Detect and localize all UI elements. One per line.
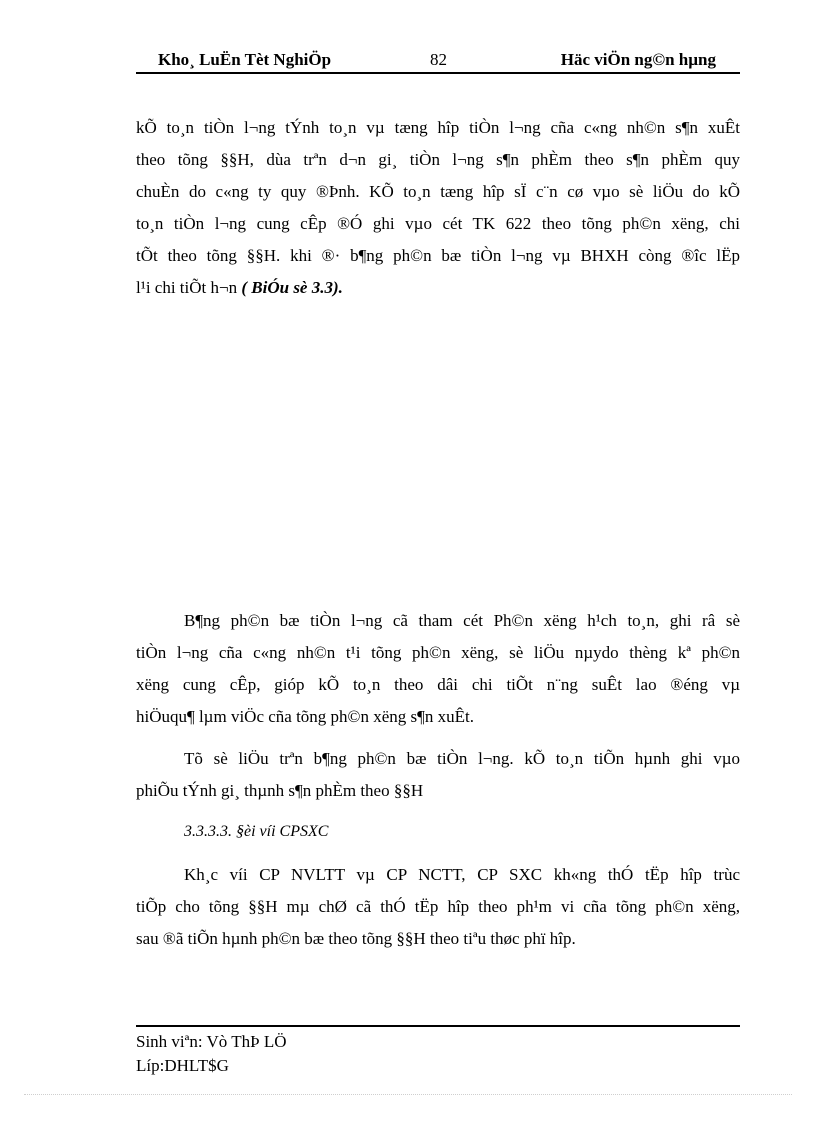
page-header xyxy=(136,48,740,74)
header-institution: Häc viÖn ng©n hµng xyxy=(560,50,716,69)
text-line: tiÕp cho tõng §§H mµ chØ cã thÓ tËp hîp theo ph¹m vi cña tõng ph©n xëng, xyxy=(136,897,740,916)
paragraph-3 xyxy=(136,743,740,807)
page-bottom-divider xyxy=(24,1094,792,1095)
text-line: hiÖuqu¶ lµm viÖc cña tõng ph©n xëng s¶n xuÊt. xyxy=(136,707,474,726)
text-line: tiÒn l¬ng cña c«ng nh©n t¹i tõng ph©n xëng, sè liÖu nµydo thèng kª ph©n xyxy=(136,643,740,662)
text-line xyxy=(136,272,740,304)
text-line: phiÕu tÝnh gi¸ thµnh s¶n phÈm theo §§H xyxy=(136,781,424,800)
figure-reference: ( BiÓu sè 3.3). xyxy=(241,278,343,297)
text-line: chuÈn do c«ng ty quy ®Þnh. KÕ to¸n tæng hîp sÏ c¨n cø vµo sè liÖu do kÕ xyxy=(136,182,740,201)
text-line: B¶ng ph©n bæ tiÒn l¬ng cã tham cét Ph©n xëng h¹ch to¸n, ghi râ sè xyxy=(184,611,740,630)
paragraph-4 xyxy=(136,859,740,955)
text-line: to¸n tiÒn l¬ng cung cÊp ®Ó ghi vµo cét TK 622 theo tõng ph©n xëng, chi xyxy=(136,214,740,233)
section-subheading: 3.3.3.3. §èi víi CPSXC xyxy=(184,823,329,840)
paragraph-2 xyxy=(136,605,740,733)
footer-student: Sinh viªn: Vò ThÞ LÖ xyxy=(136,1032,287,1051)
paragraph-1 xyxy=(136,112,740,304)
text-line: kÕ to¸n tiÒn l¬ng tÝnh to¸n vµ tæng hîp tiÒn l¬ng cña c«ng nh©n s¶n xuÊt xyxy=(136,118,740,137)
text-line: Kh¸c víi CP NVLTT vµ CP NCTT, CP SXC kh«ng thÓ tËp hîp trùc xyxy=(184,865,740,884)
text-line-start: l¹i chi tiÕt h¬n xyxy=(136,278,242,297)
header-title: Kho¸ LuËn Tèt NghiÖp xyxy=(158,50,332,69)
footer-class: Líp:DHLT$G xyxy=(136,1056,229,1075)
text-line: theo tõng §§H, dùa trªn d¬n gi¸ tiÒn l¬ng s¶n phÈm theo s¶n phÈm quy xyxy=(136,150,740,169)
page-number: 82 xyxy=(430,50,447,69)
footer-divider xyxy=(136,1025,740,1027)
text-line: tÕt theo tõng §§H. khi ®· b¶ng ph©n bæ tiÒn l¬ng vµ BHXH còng ®îc lËp xyxy=(136,246,740,265)
text-line: Tõ sè liÖu trªn b¶ng ph©n bæ tiÒn l¬ng. kÕ to¸n tiÕn hµnh ghi vµo xyxy=(184,749,740,768)
text-line: xëng cung cÊp, gióp kÕ to¸n theo dâi chi tiÕt n¨ng suÊt lao ®éng vµ xyxy=(136,675,740,694)
text-line: sau ®ã tiÕn hµnh ph©n bæ theo tõng §§H theo tiªu thøc phï hîp. xyxy=(136,929,576,948)
